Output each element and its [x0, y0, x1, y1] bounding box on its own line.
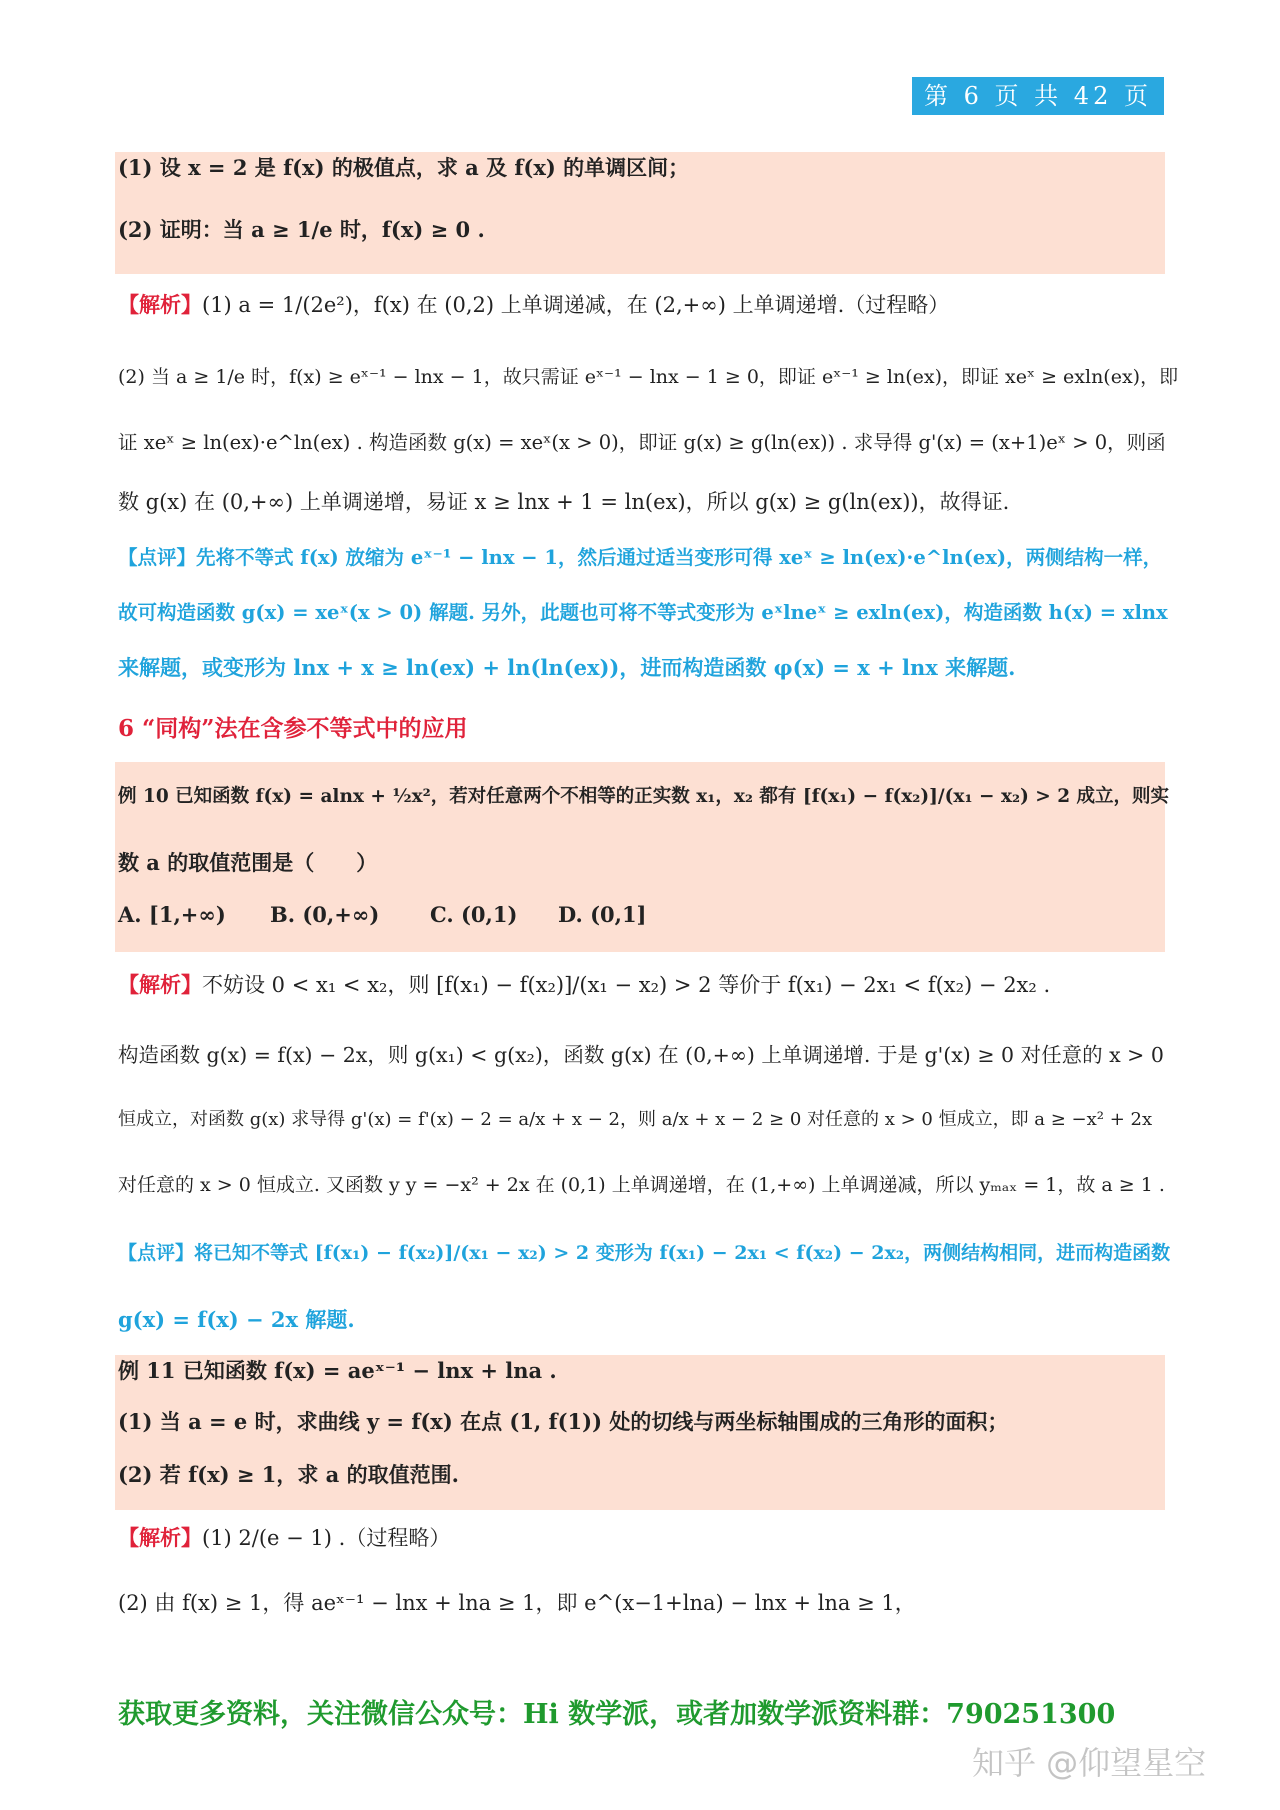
comment-tag: 【点评】 — [118, 546, 197, 569]
analysis-1-line-3: 证 xeˣ ≥ ln(ex)·e^ln(ex) . 构造函数 g(x) = xeˣ(x > 0)，即证 g(x) ≥ g(ln(ex)) . 求导得 g'(x) = (x+1)eˣ > 0，则函 — [118, 431, 1166, 454]
page-number-badge: 第 6 页 共 42 页 — [912, 77, 1164, 115]
option-d: D. (0,1] — [558, 902, 647, 927]
analysis-1-line-4: 数 g(x) 在 (0,+∞) 上单调递增，易证 x ≥ lnx + 1 = ln(ex)，所以 g(x) ≥ g(ln(ex))，故得证. — [118, 490, 1010, 514]
analysis-text: (1) 2/(e − 1) .（过程略） — [202, 1526, 451, 1550]
comment-tag: 【点评】 — [118, 1242, 195, 1264]
analysis-10-line-3: 恒成立，对函数 g(x) 求导得 g'(x) = f'(x) − 2 = a/x + x − 2，则 a/x + x − 2 ≥ 0 对任意的 x > 0 恒成立，即 a ≥ −x² + 2x — [118, 1109, 1153, 1130]
comment-10-line-2: g(x) = f(x) − 2x 解题. — [118, 1307, 355, 1332]
comment-text: 先将不等式 f(x) 放缩为 eˣ⁻¹ − lnx − 1，然后通过适当变形可得 xeˣ ≥ ln(ex)·e^ln(ex)，两侧结构一样， — [196, 546, 1163, 569]
analysis-tag: 【解析】 — [118, 1525, 202, 1550]
comment-text: 将已知不等式 [f(x₁) − f(x₂)]/(x₁ − x₂) > 2 变形为 f(x₁) − 2x₁ < f(x₂) − 2x₂，两侧结构相同，进而构造函数 — [194, 1242, 1171, 1264]
analysis-1-line-2: (2) 当 a ≥ 1/e 时，f(x) ≥ eˣ⁻¹ − lnx − 1，故只需证 eˣ⁻¹ − lnx − 1 ≥ 0，即证 eˣ⁻¹ ≥ ln(ex)，即证 xeˣ ≥ exln(ex)，即 — [118, 366, 1179, 388]
example-11-question-2: (2) 若 f(x) ≥ 1，求 a 的取值范围. — [118, 1462, 459, 1487]
comment-1-line-3: 来解题，或变形为 lnx + x ≥ ln(ex) + ln(ln(ex))，进而构造函数 φ(x) = x + lnx 来解题. — [118, 655, 1016, 680]
analysis-text: (1) a = 1/(2e²)，f(x) 在 (0,2) 上单调递减，在 (2,+∞) 上单调递增.（过程略） — [202, 293, 950, 317]
option-b: B. (0,+∞) — [270, 902, 380, 927]
analysis-tag: 【解析】 — [118, 972, 202, 997]
analysis-tag: 【解析】 — [118, 292, 202, 317]
comment-1-line-1 — [118, 543, 1162, 573]
section-heading: 6 “同构”法在含参不等式中的应用 — [118, 715, 468, 742]
comment-1-line-2: 故可构造函数 g(x) = xeˣ(x > 0) 解题. 另外，此题也可将不等式变形为 eˣlneˣ ≥ exln(ex)，构造函数 h(x) = xlnx — [118, 601, 1168, 624]
analysis-text: 不妨设 0 < x₁ < x₂，则 [f(x₁) − f(x₂)]/(x₁ − x₂) > 2 等价于 f(x₁) − 2x₁ < f(x₂) − 2x₂ . — [202, 973, 1051, 997]
example-10-line-1: 例 10 已知函数 f(x) = alnx + ½x²，若对任意两个不相等的正实数 x₁，x₂ 都有 [f(x₁) − f(x₂)]/(x₁ − x₂) > 2 成立，则实 — [118, 786, 1170, 807]
analysis-11-line-2: (2) 由 f(x) ≥ 1，得 aeˣ⁻¹ − lnx + lna ≥ 1，即 e^(x−1+lna) − lnx + lna ≥ 1， — [118, 1591, 916, 1615]
example-10-line-2: 数 a 的取值范围是（ ） — [118, 850, 378, 875]
watermark: 知乎 @仰望星空 — [972, 1744, 1207, 1782]
analysis-1-line-1 — [118, 290, 949, 320]
question-1: (1) 设 x = 2 是 f(x) 的极值点，求 a 及 f(x) 的单调区间； — [118, 155, 690, 180]
comment-10-line-1 — [118, 1238, 1170, 1268]
option-c: C. (0,1) — [430, 902, 518, 927]
example-11-line-1: 例 11 已知函数 f(x) = aeˣ⁻¹ − lnx + lna . — [118, 1358, 557, 1383]
example-11-question-1: (1) 当 a = e 时，求曲线 y = f(x) 在点 (1, f(1)) 处的切线与两坐标轴围成的三角形的面积； — [118, 1409, 1009, 1434]
footer-promo: 获取更多资料，关注微信公众号：Hi 数学派，或者加数学派资料群：790251300 — [118, 1699, 1116, 1730]
analysis-10-line-4: 对任意的 x > 0 恒成立. 又函数 y y = −x² + 2x 在 (0,1) 上单调递增，在 (1,+∞) 上单调递减，所以 yₘₐₓ = 1，故 a ≥ 1 . — [118, 1174, 1165, 1196]
option-a: A. [1,+∞) — [118, 902, 226, 927]
question-2: (2) 证明：当 a ≥ 1/e 时，f(x) ≥ 0 . — [118, 217, 485, 242]
analysis-10-line-2: 构造函数 g(x) = f(x) − 2x，则 g(x₁) < g(x₂)，函数 g(x) 在 (0,+∞) 上单调递增. 于是 g'(x) ≥ 0 对任意的 x > 0 — [118, 1043, 1164, 1067]
analysis-11-line-1 — [118, 1523, 450, 1553]
analysis-10-line-1 — [118, 970, 1050, 1000]
